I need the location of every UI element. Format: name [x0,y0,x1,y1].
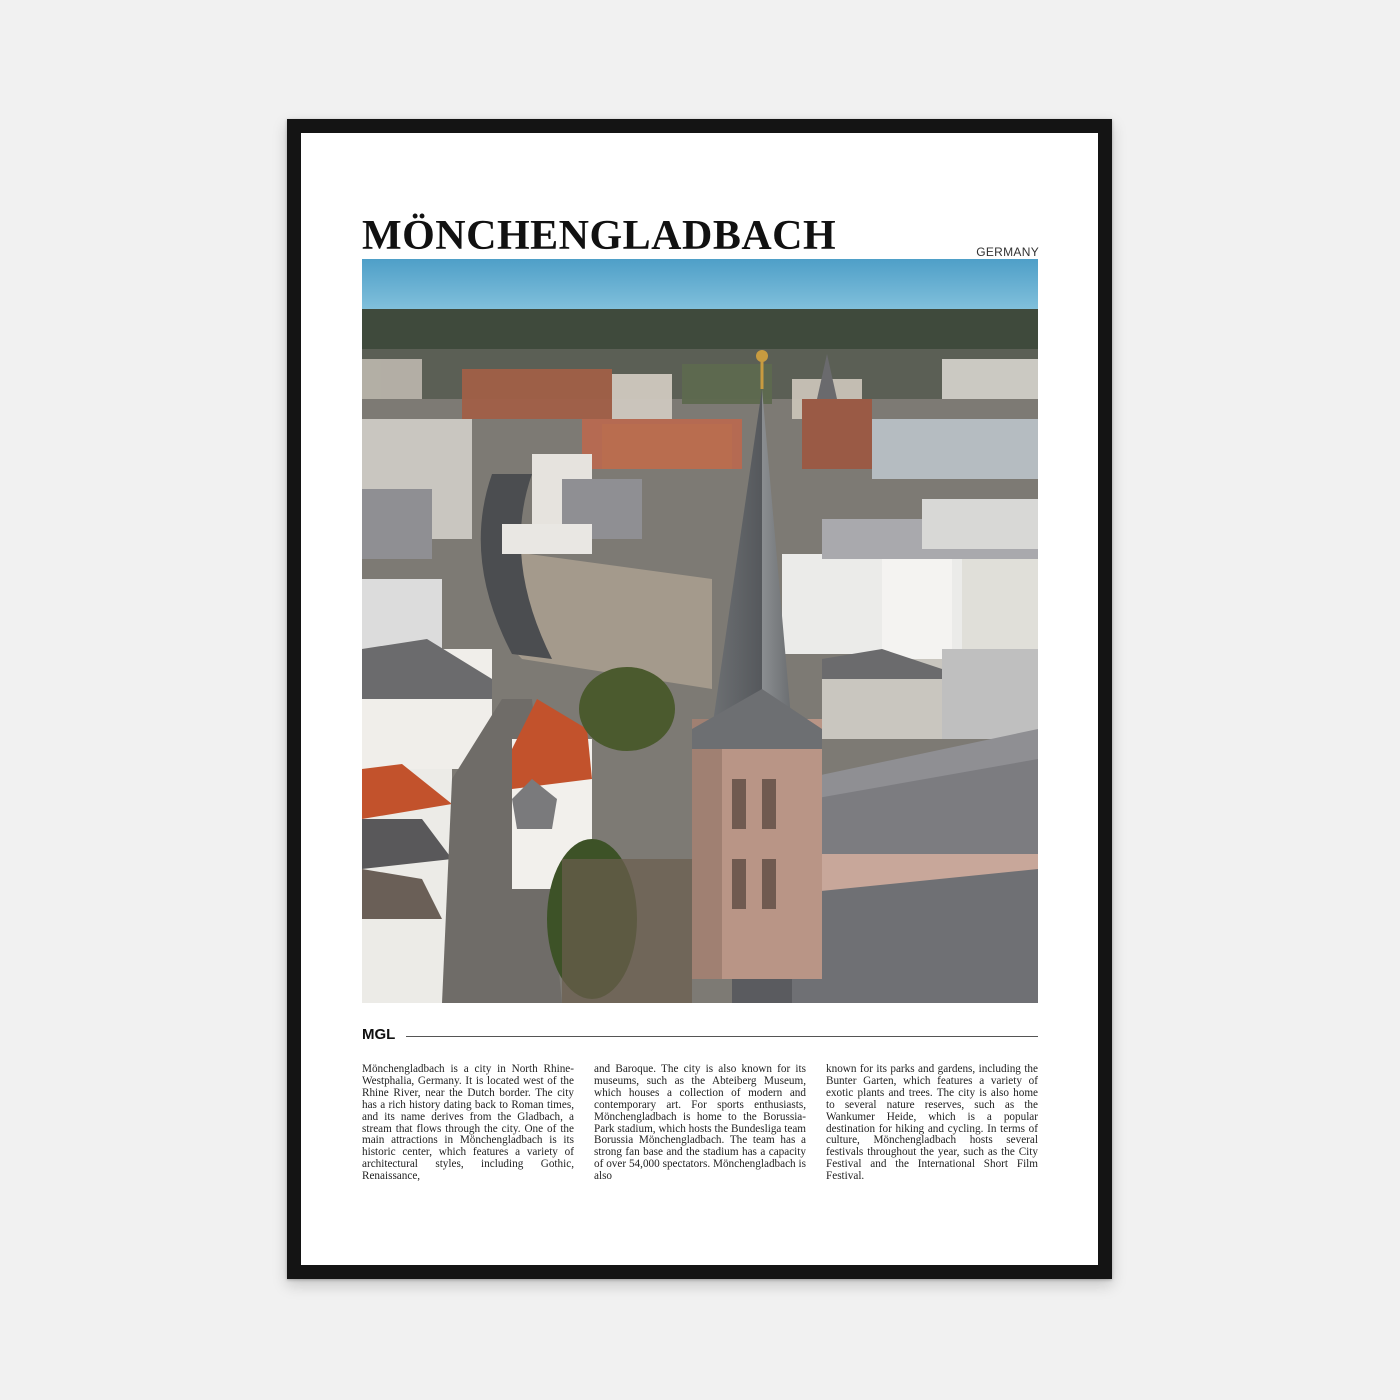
country-label: GERMANY [976,245,1039,259]
description-column-3: known for its parks and gardens, including the Bunter Garten, which features a variety of exotic plants and trees. The city is also home to several nature reserves, such as the Wankumer Heide, which is a popular destination for hiking and cycling. In terms of culture, Mönchengladbach hosts several festivals throughout the year, such as the City Festival and the International Short Film Festival. [826,1063,1038,1183]
code-divider-row [362,1026,1038,1046]
city-title: MÖNCHENGLADBACH [362,213,837,259]
divider-line [406,1036,1038,1037]
description-column-2: and Baroque. The city is also known for its museums, such as the Abteiberg Museum, which houses a collection of modern and contemporary art. For sports enthusiasts, Mönchengladbach is home to the Borussia-Park stadium, which hosts the Bundesliga team Borussia Mönchengladbach. The team has a strong fan base and the stadium has a capacity of over 54,000 spectators. Mönchengladbach is also [594,1063,806,1183]
sky [362,259,1038,314]
description-columns [362,1064,1038,1183]
city-code: MGL [362,1026,396,1043]
description-column-1: Mönchengladbach is a city in North Rhine-Westphalia, Germany. It is located west of the Rhine River, near the Dutch border. The city has a rich history dating back to Roman times, and its name derives from the Gladbach, a stream that flows through the city. One of the main attractions in Mönchengladbach is its historic center, which features a variety of architectural styles, including Gothic, Renaissance, [362,1063,574,1183]
poster-mat [301,133,1098,1265]
aerial-city-illustration [362,259,1038,1003]
poster-frame [287,119,1112,1279]
city-photo [362,259,1038,1003]
